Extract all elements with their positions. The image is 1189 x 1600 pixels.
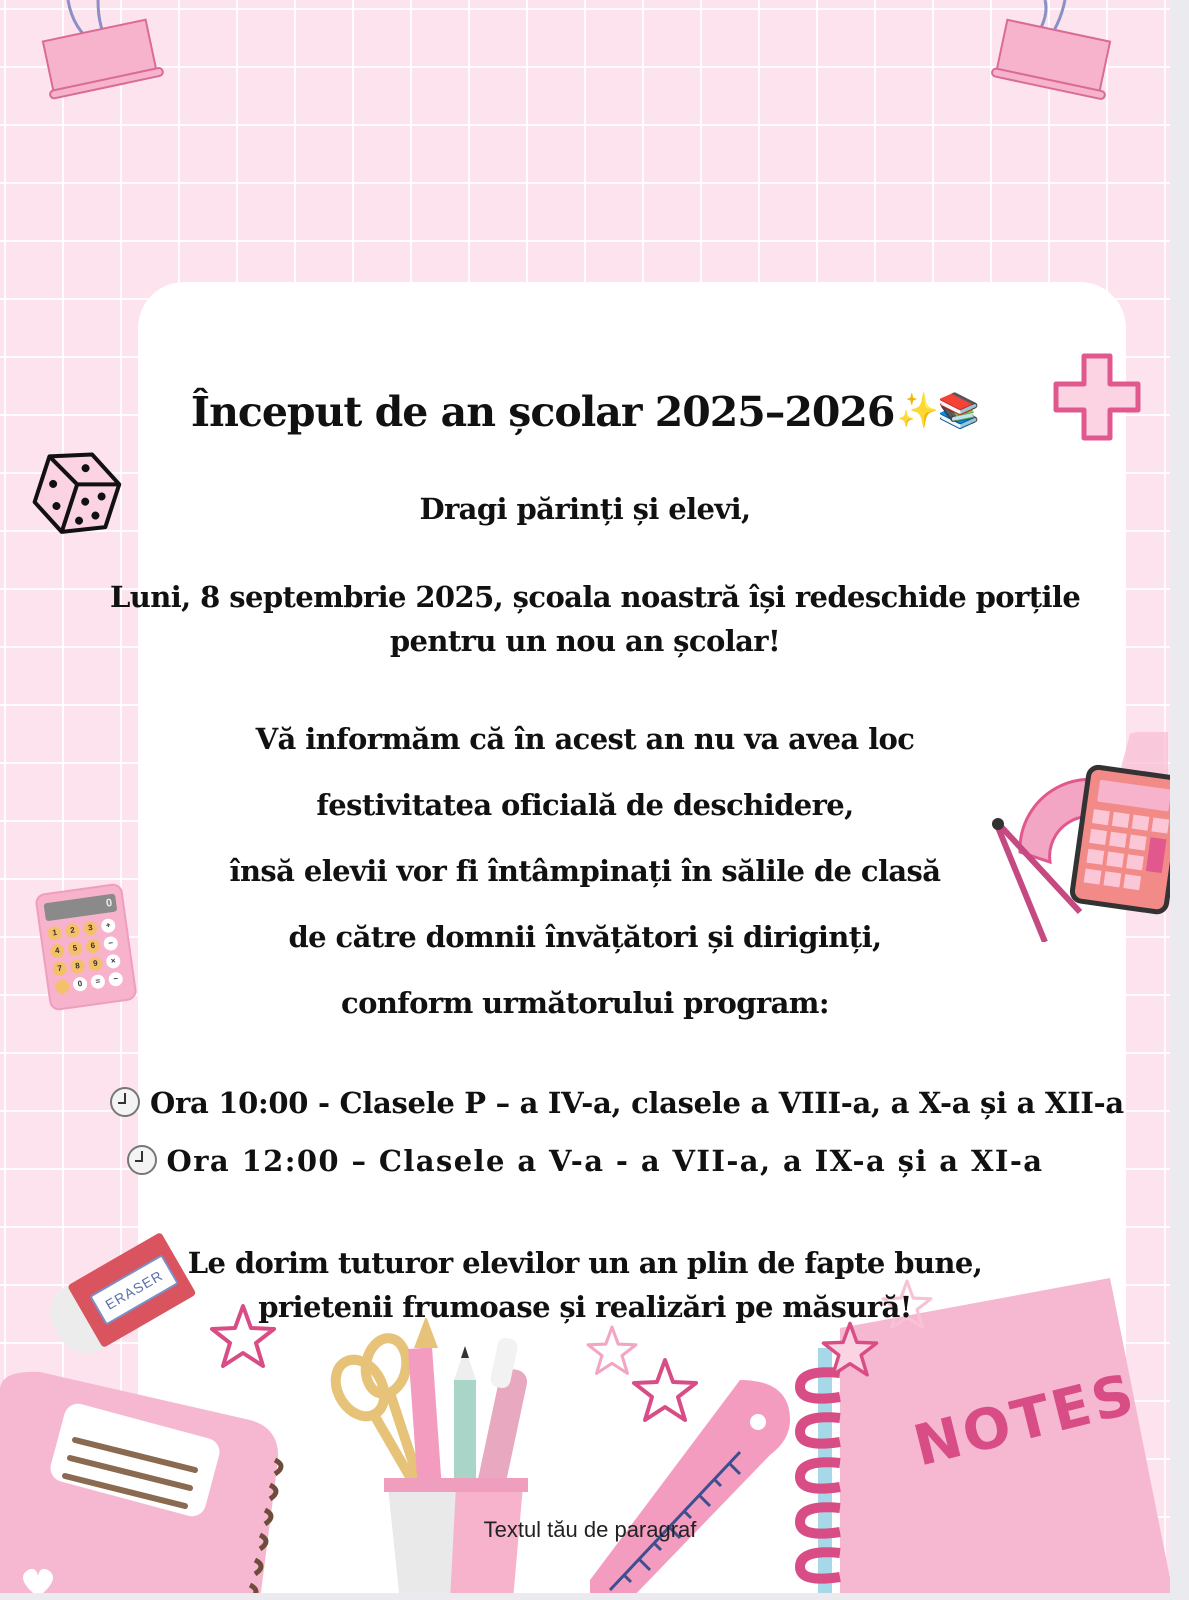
page-title (110, 388, 1060, 436)
placeholder-paragraph[interactable]: Textul tău de paragraf (483, 1517, 697, 1542)
calc-key: = (90, 974, 106, 990)
star-icon (585, 1324, 639, 1378)
clock-icon (127, 1145, 157, 1175)
notebook-left-icon (0, 1360, 300, 1593)
title-text: Început de an școlar 2025–2026 (190, 388, 895, 436)
calc-key: 2 (65, 923, 81, 939)
calc-key: × (105, 953, 121, 969)
greeting: Dragi părinți și elevi, (419, 492, 751, 526)
plus-icon (1052, 352, 1142, 442)
notice-line: conform următorului program: (341, 986, 829, 1020)
notice-line: festivitatea oficială de deschidere, (316, 788, 854, 822)
closing-line: Le dorim tuturor elevilor un an plin de fapte bune, (187, 1246, 983, 1280)
star-icon (820, 1320, 880, 1380)
geometry-tools-icon (990, 732, 1170, 942)
schedule-text: Ora 10:00 - Clasele P – a IV-a, clasele a VIII-a, a X-a și a XII-a (150, 1086, 1124, 1120)
binder-clip-left-icon (38, 0, 168, 100)
calc-key (54, 979, 70, 995)
schedule-text: Ora 12:00 – Clasele a V-a - a VII-a, a IX-a și a XI-a (166, 1144, 1044, 1178)
calc-key: 4 (49, 943, 65, 959)
calc-key: 5 (67, 941, 83, 957)
intro-line: pentru un nou an școlar! (389, 624, 781, 658)
calc-key: − (103, 936, 119, 952)
calc-key: 6 (85, 938, 101, 954)
calc-key: 8 (70, 958, 86, 974)
schedule-item (110, 1144, 1060, 1178)
star-icon (630, 1356, 700, 1426)
calc-key: 9 (88, 956, 104, 972)
calc-key: 7 (52, 961, 68, 977)
calc-key: 3 (83, 920, 99, 936)
calc-key: − (108, 971, 124, 987)
notice-line: însă elevii vor fi întâmpinați în sălile de clasă (229, 854, 941, 888)
calc-key: 0 (72, 976, 88, 992)
dice-icon (20, 436, 130, 546)
pencil-cup-icon (318, 1318, 568, 1593)
calculator-display: 0 (44, 893, 118, 921)
eraser-label: ERASER (89, 1254, 179, 1325)
notice-line: de către domnii învățători și diriginți, (288, 920, 882, 954)
closing-line: prietenii frumoase și realizări pe măsură! (258, 1290, 912, 1324)
intro-line: Luni, 8 septembrie 2025, școala noastră își redeschide porțile (110, 580, 1081, 614)
sparkles-books-icon: ✨📚 (896, 391, 980, 431)
clock-icon (110, 1087, 140, 1117)
schedule-item (110, 1086, 1124, 1120)
binder-clip-right-icon (990, 0, 1120, 100)
notes-label: NOTES (907, 1361, 1143, 1480)
notice-line: Vă informăm că în acest an nu va avea loc (255, 722, 915, 756)
calc-key: + (100, 918, 116, 934)
calc-key: 1 (47, 925, 63, 941)
